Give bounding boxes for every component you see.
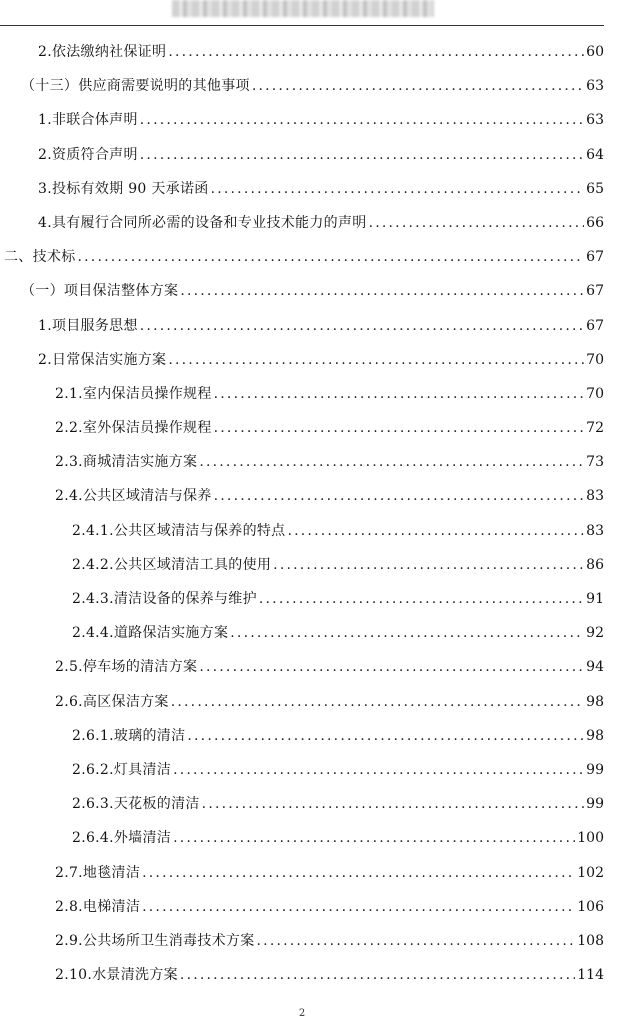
toc-entry-title: 2.6.2.灯具清洁 bbox=[72, 761, 172, 778]
dot-leader bbox=[214, 386, 585, 402]
toc-entry-title: 3.投标有效期 90 天承诺函 bbox=[38, 180, 209, 197]
toc-entry[interactable] bbox=[0, 896, 604, 930]
toc-entry-title: 2.4.3.清洁设备的保养与维护 bbox=[72, 591, 257, 607]
toc-entry-title: 2.5.停车场的清洁方案 bbox=[55, 659, 198, 676]
header-divider bbox=[0, 25, 604, 26]
dot-leader bbox=[273, 557, 584, 573]
toc-entry-page: 67 bbox=[586, 249, 604, 266]
dot-leader bbox=[140, 112, 584, 128]
toc-entry-title: （一）项目保洁整体方案 bbox=[21, 283, 179, 300]
toc-entry-title: 2.4.4.道路保洁实施方案 bbox=[72, 625, 229, 642]
toc-entry[interactable] bbox=[0, 280, 604, 314]
dot-leader bbox=[287, 523, 584, 539]
toc-entry-title: 2.8.电梯清洁 bbox=[55, 898, 141, 915]
toc-entry-page: 72 bbox=[586, 420, 604, 437]
toc-entry-title: 2.10.水景清洗方案 bbox=[55, 967, 178, 984]
toc-entry[interactable] bbox=[0, 759, 604, 793]
toc-entry[interactable] bbox=[0, 520, 604, 554]
dot-leader bbox=[173, 830, 575, 846]
toc-entry-title: 2.日常保洁实施方案 bbox=[38, 351, 167, 368]
toc-entry-title: 2.3.商城清洁实施方案 bbox=[55, 454, 198, 471]
toc-entry-page: 65 bbox=[586, 180, 604, 197]
toc-entry-page: 108 bbox=[577, 932, 604, 949]
table-of-contents bbox=[0, 41, 604, 998]
toc-entry[interactable] bbox=[0, 315, 604, 349]
toc-entry[interactable] bbox=[0, 930, 604, 964]
dot-leader bbox=[171, 694, 584, 710]
toc-entry-page: 86 bbox=[586, 556, 604, 573]
toc-entry[interactable] bbox=[0, 827, 604, 861]
dot-leader bbox=[180, 967, 575, 983]
toc-entry[interactable] bbox=[0, 656, 604, 690]
toc-entry[interactable] bbox=[0, 964, 604, 998]
toc-entry[interactable] bbox=[0, 588, 604, 622]
toc-entry[interactable] bbox=[0, 212, 604, 246]
toc-entry-title: 2.1.室内保洁员操作规程 bbox=[55, 385, 212, 402]
toc-entry-page: 70 bbox=[586, 351, 604, 368]
toc-entry-page: 64 bbox=[586, 146, 604, 163]
toc-entry-title: 2.6.高区保洁方案 bbox=[55, 693, 169, 710]
toc-entry-title: 2.6.3.天花板的清洁 bbox=[72, 796, 200, 813]
toc-entry[interactable] bbox=[0, 349, 604, 383]
toc-entry[interactable] bbox=[0, 178, 604, 212]
dot-leader bbox=[180, 283, 584, 299]
toc-entry-title: 2.依法缴纳社保证明 bbox=[38, 44, 167, 60]
toc-entry-page: 83 bbox=[586, 522, 604, 539]
toc-entry-title: 2.4.公共区域清洁与保养 bbox=[55, 488, 212, 505]
dot-leader bbox=[214, 420, 585, 436]
toc-entry-title: 2.4.1.公共区域清洁与保养的特点 bbox=[72, 522, 286, 539]
toc-entry[interactable] bbox=[0, 41, 604, 75]
toc-entry-page: 98 bbox=[586, 727, 604, 744]
toc-entry-page: 92 bbox=[586, 625, 604, 642]
dot-leader bbox=[142, 865, 575, 881]
dot-leader bbox=[211, 181, 585, 197]
dot-leader bbox=[187, 728, 584, 744]
toc-entry-page: 102 bbox=[577, 864, 604, 881]
toc-entry-page: 99 bbox=[586, 796, 604, 813]
toc-entry-page: 91 bbox=[586, 591, 604, 607]
toc-entry-page: 83 bbox=[586, 488, 604, 505]
toc-entry[interactable] bbox=[0, 383, 604, 417]
toc-entry-page: 63 bbox=[586, 78, 604, 95]
blurred-header-text bbox=[172, 0, 434, 17]
toc-entry-title: 2.4.2.公共区域清洁工具的使用 bbox=[72, 556, 272, 573]
toc-entry-title: 2.2.室外保洁员操作规程 bbox=[55, 420, 212, 437]
dot-leader bbox=[257, 933, 576, 949]
dot-leader bbox=[168, 44, 584, 60]
toc-entry-title: 二、技术标 bbox=[4, 249, 76, 266]
toc-entry[interactable] bbox=[0, 793, 604, 827]
dot-leader bbox=[199, 454, 584, 470]
dot-leader bbox=[168, 352, 584, 368]
toc-entry[interactable] bbox=[0, 485, 604, 519]
page-number: 2 bbox=[298, 1008, 306, 1019]
toc-entry-page: 63 bbox=[586, 112, 604, 129]
dot-leader bbox=[173, 762, 584, 778]
toc-entry-page: 67 bbox=[586, 317, 604, 334]
toc-entry-page: 60 bbox=[586, 44, 604, 60]
dot-leader bbox=[199, 659, 584, 675]
dot-leader bbox=[78, 249, 585, 265]
toc-entry-page: 67 bbox=[586, 283, 604, 300]
toc-entry[interactable] bbox=[0, 144, 604, 178]
toc-entry-title: 2.7.地毯清洁 bbox=[55, 864, 141, 881]
toc-entry-page: 98 bbox=[586, 693, 604, 710]
toc-entry-title: 2.6.1.玻璃的清洁 bbox=[72, 727, 186, 744]
toc-entry-title: 1.非联合体声明 bbox=[38, 112, 138, 129]
toc-entry[interactable] bbox=[0, 246, 604, 280]
toc-entry-page: 99 bbox=[586, 761, 604, 778]
toc-entry[interactable] bbox=[0, 451, 604, 485]
toc-entry[interactable] bbox=[0, 75, 604, 109]
dot-leader bbox=[369, 215, 585, 231]
dot-leader bbox=[252, 78, 584, 94]
toc-entry-page: 114 bbox=[577, 967, 604, 984]
toc-entry-page: 94 bbox=[586, 659, 604, 676]
dot-leader bbox=[142, 899, 575, 915]
toc-entry-title: 2.6.4.外墙清洁 bbox=[72, 830, 172, 847]
toc-entry[interactable] bbox=[0, 622, 604, 656]
toc-entry-page: 100 bbox=[577, 830, 604, 847]
toc-entry[interactable] bbox=[0, 417, 604, 451]
toc-entry[interactable] bbox=[0, 109, 604, 143]
toc-entry-title: 1.项目服务思想 bbox=[38, 317, 138, 334]
toc-entry-page: 66 bbox=[586, 214, 604, 231]
toc-entry-title: （十三）供应商需要说明的其他事项 bbox=[21, 78, 250, 95]
toc-entry-page: 73 bbox=[586, 454, 604, 471]
dot-leader bbox=[214, 488, 585, 504]
toc-entry-page: 106 bbox=[577, 898, 604, 915]
toc-entry-page: 70 bbox=[586, 385, 604, 402]
toc-entry[interactable] bbox=[0, 725, 604, 759]
toc-entry-title: 2.9.公共场所卫生消毒技术方案 bbox=[55, 932, 255, 949]
dot-leader bbox=[140, 147, 584, 163]
dot-leader bbox=[140, 318, 584, 334]
toc-entry[interactable] bbox=[0, 862, 604, 896]
toc-entry[interactable] bbox=[0, 554, 604, 588]
toc-entry[interactable] bbox=[0, 691, 604, 725]
dot-leader bbox=[230, 625, 584, 641]
dot-leader bbox=[259, 591, 584, 607]
dot-leader bbox=[202, 796, 585, 812]
toc-entry-title: 2.资质符合声明 bbox=[38, 146, 138, 163]
toc-entry-title: 4.具有履行合同所必需的设备和专业技术能力的声明 bbox=[38, 214, 367, 231]
